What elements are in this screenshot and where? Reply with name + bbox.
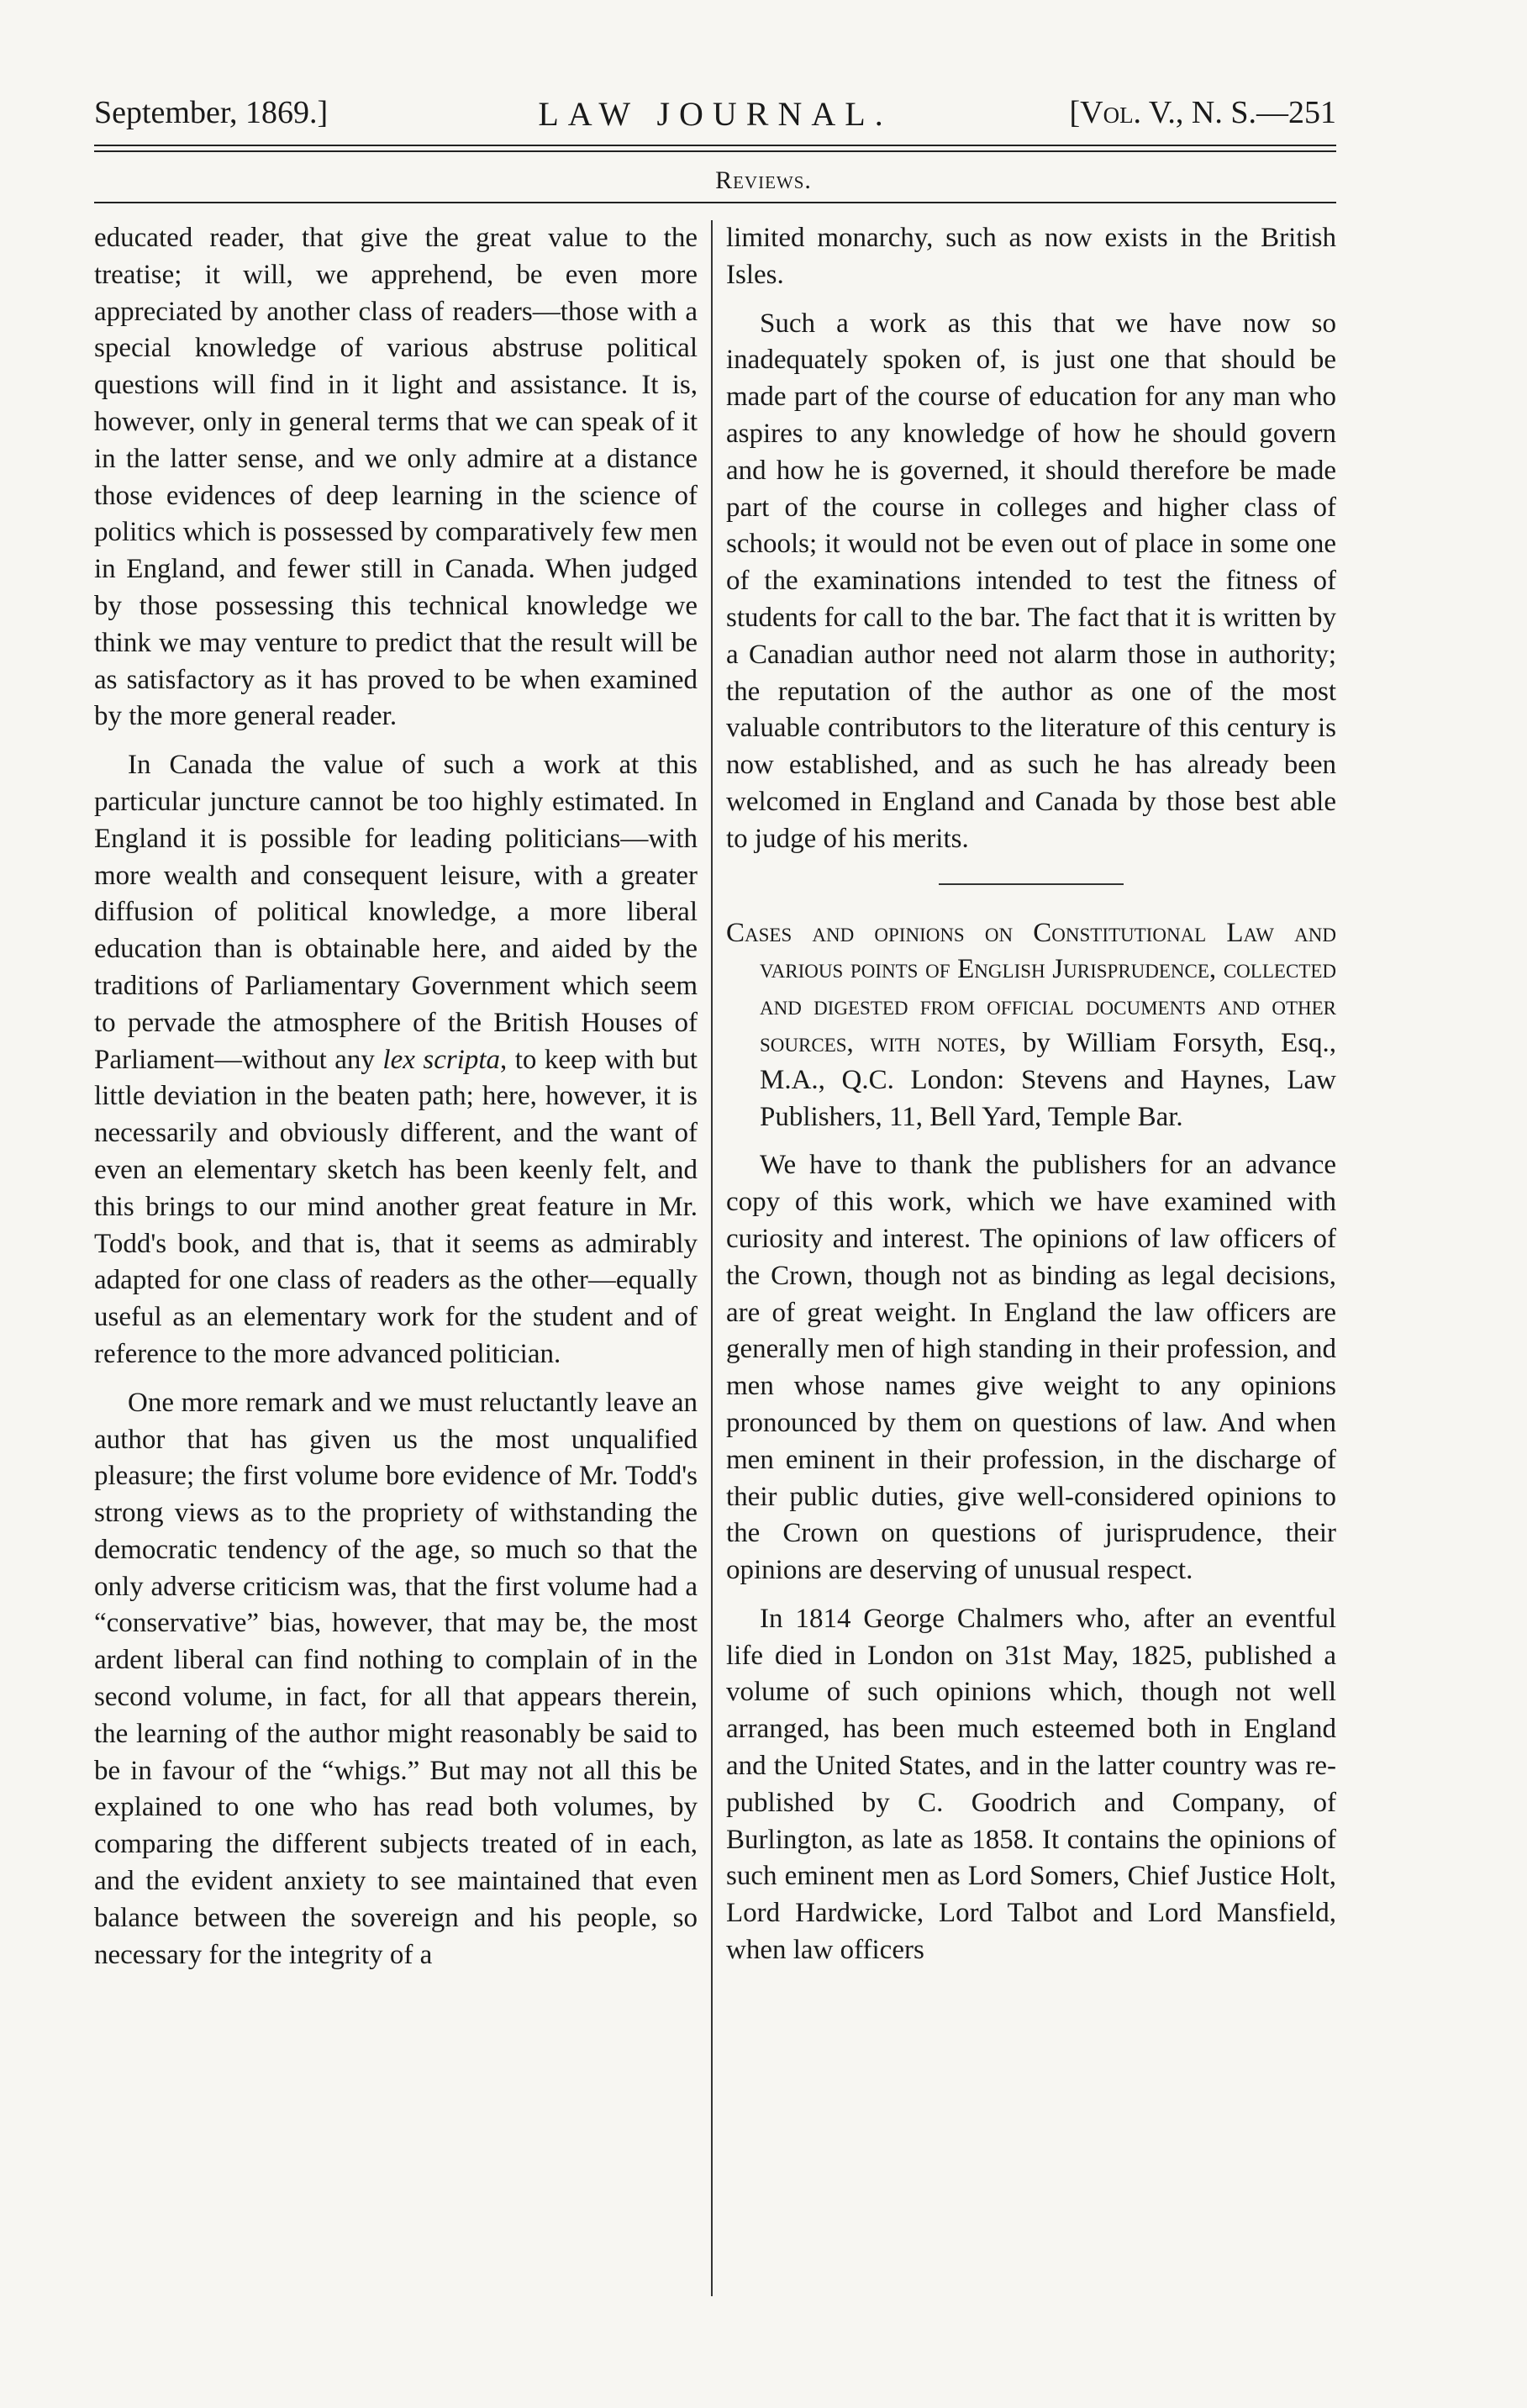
right-paragraph-1: limited monarchy, such as now exists in the British Isles. <box>726 223 1336 290</box>
right-paragraph-3: We have to thank the publishers for an advance copy of this work, which we have examined with curiosity and interest. The opinions of law officers of the Crown, though not as binding as legal decisions, are of great weight. In England the law officers are generally men of high standing in their profession, and men whose names give weight to any opinions pronounced by them on questions of law. And when men eminent in their profession, in the discharge of their public duties, give well-considered opinions to the Crown on questions of jurisprudence, their opinions are deserving of unusual respect. <box>726 1150 1336 1586</box>
right-paragraph-2: Such a work as this that we have now so inadequately spoken of, is just one that should be made part of the course of education for any man who aspires to any knowledge of how he should govern and how he is governed, it should therefore be made part of the course in colleges and higher class of schools; it would not be even out of place in some one of the examinations intended to test the fitness of students for call to the bar. The fact that it is written by a Canadian author need not alarm those in authority; the reputation of the author as one of the most valuable contributors to the literature of this century is now established, and as such he has already been welcomed in England and Canada by those best able to judge of his merits. <box>726 308 1336 854</box>
section-title: Reviews. <box>715 166 812 194</box>
running-header <box>94 94 1336 145</box>
citation-title: Cases and opinions on Constitutional Law and various points of English Jurisprudence, collected and digested from official documents and other sources, with notes, <box>726 917 1336 1058</box>
article-separator <box>939 883 1124 885</box>
left-paragraph-2 <box>94 747 698 1373</box>
book-citation <box>726 915 1336 1136</box>
section-rule <box>94 202 1336 203</box>
header-date: September, 1869.] <box>94 95 329 130</box>
left-column <box>94 220 698 1985</box>
left-paragraph-2-part-a: In Canada the value of such a work at this particular juncture cannot be too highly estimated. In England it is possible for leading politicians—with more wealth and consequent leisure, with a greater diffusion of political knowledge, a more liberal education than is obtainable here, and aided by the traditions of Parliamentary Government which seem to pervade the atmosphere of the British Houses of Parliament—without any <box>94 750 698 1075</box>
lex-scripta-italic: lex scripta <box>382 1044 501 1075</box>
header-volume: [Vol. V., N. S.—251 <box>1069 95 1336 130</box>
left-paragraph-1: educated reader, that give the great value to the treatise; it will, we apprehend, be even more appreciated by another class of readers—those with a special knowledge of various abstruse political questions will find in it light and assistance. It is, however, only in general terms that we can speak of it in the latter sense, and we only admire at a distance those evidences of deep learning in the science of politics which is possessed by comparatively few men in England, and fewer still in Canada. When judged by those possessing this technical knowledge we think we may venture to predict that the result will be as satisfactory as it has proved to be when examined by the more general reader. <box>94 223 698 732</box>
citation-details: by William Forsyth, Esq., M.A., Q.C. London: Stevens and Haynes, Law Publishers, 11, Bell Yard, Temple Bar. <box>760 1027 1336 1132</box>
column-divider <box>711 220 713 2296</box>
header-double-rule <box>94 145 1336 152</box>
left-paragraph-3: One more remark and we must reluctantly leave an author that has given us the most unqualified pleasure; the first volume bore evidence of Mr. Todd's strong views as to the propriety of withstanding the democratic tendency of the age, so much so that the only adverse criticism was, that the first volume had a “conservative” bias, however, that may be, the most ardent liberal can find nothing to complain of in the second volume, in fact, for all that appears therein, the learning of the author might reasonably be said to be in favour of the “whigs.” But may not all this be explained to one who has read both volumes, by comparing the different subjects treated of in each, and the evident anxiety to see maintained that even balance between the sovereign and his people, so necessary for the integrity of a <box>94 1387 698 1970</box>
right-paragraph-4: In 1814 George Chalmers who, after an eventful life died in London on 31st May, 1825, published a volume of such opinions which, though not well arranged, has been much esteemed both in England and the United States, and in the latter country was re-published by C. Goodrich and Company, of Burlington, as late as 1858. It contains the opinions of such eminent men as Lord Somers, Chief Justice Holt, Lord Hardwicke, Lord Talbot and Lord Mansfield, when law officers <box>726 1603 1336 1966</box>
right-column <box>726 220 1336 1981</box>
header-journal-title: LAW JOURNAL. <box>538 95 893 133</box>
left-paragraph-2-part-b: , to keep with but little deviation in the beaten path; here, however, it is necessarily and obviously different, and the want of even an elementary sketch has been keenly felt, and this brings to our mind another great feature in Mr. Todd's book, and that is, that it seems as admirably adapted for one class of readers as the other—equally useful as an elementary work for the student and of reference to the more advanced politician. <box>94 1044 698 1369</box>
